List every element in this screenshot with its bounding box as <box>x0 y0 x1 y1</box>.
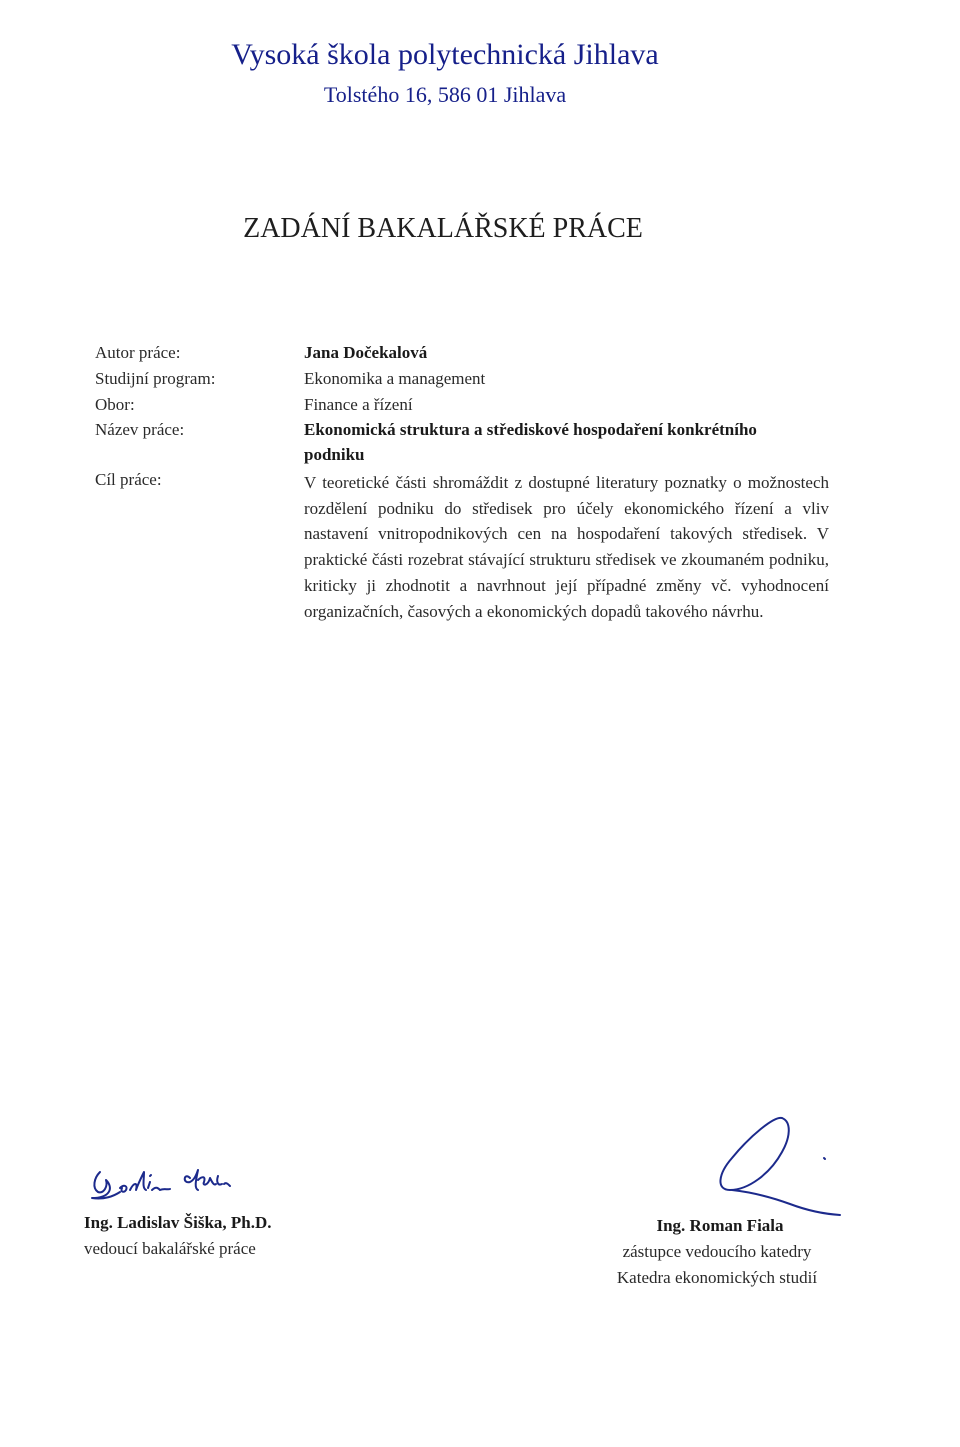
school-name: Vysoká škola polytechnická Jihlava <box>231 38 659 71</box>
goal-label: Cíl práce: <box>95 470 162 489</box>
thesis-title-line2: podniku <box>304 445 365 464</box>
thesis-title-line1: Ekonomická struktura a střediskové hospodaření konkrétního <box>304 420 757 439</box>
supervisor-name: Ing. Ladislav Šiška, Ph.D. <box>84 1213 272 1232</box>
department-name: Katedra ekonomických studií <box>616 1268 818 1287</box>
deputy-head-role: zástupce vedoucího katedry <box>622 1242 812 1261</box>
thesis-title-label: Název práce: <box>95 420 185 439</box>
school-address: Tolstého 16, 586 01 Jihlava <box>323 82 567 107</box>
program-value: Ekonomika a management <box>304 369 486 388</box>
left-signature <box>86 1158 246 1210</box>
field-value: Finance a řízení <box>304 395 413 414</box>
author-label: Autor práce: <box>95 343 181 362</box>
program-label: Studijní program: <box>95 369 216 388</box>
field-label: Obor: <box>95 395 135 414</box>
deputy-head-name: Ing. Roman Fiala <box>656 1216 784 1235</box>
right-signature <box>700 1110 845 1220</box>
goal-text: V teoretické části shromáždit z dostupné literatury poznatky o možnostech rozdělení podniku do středisek pro účely ekonomického řízení a vliv nastavení vnitropodnikových cen na hospodaření takových středisek. V praktické části rozebrat stávající strukturu středisek ve zkoumaném podniku, kriticky ji zhodnotit a navrhnout její případné změny vč. vyhodnocení organizačních, časových a ekonomických dopadů takového návrhu. <box>304 473 829 621</box>
document-title: ZADÁNÍ BAKALÁŘSKÉ PRÁCE <box>243 213 643 244</box>
author-value: Jana Dočekalová <box>304 343 428 362</box>
supervisor-role: vedoucí bakalářské práce <box>84 1239 256 1258</box>
